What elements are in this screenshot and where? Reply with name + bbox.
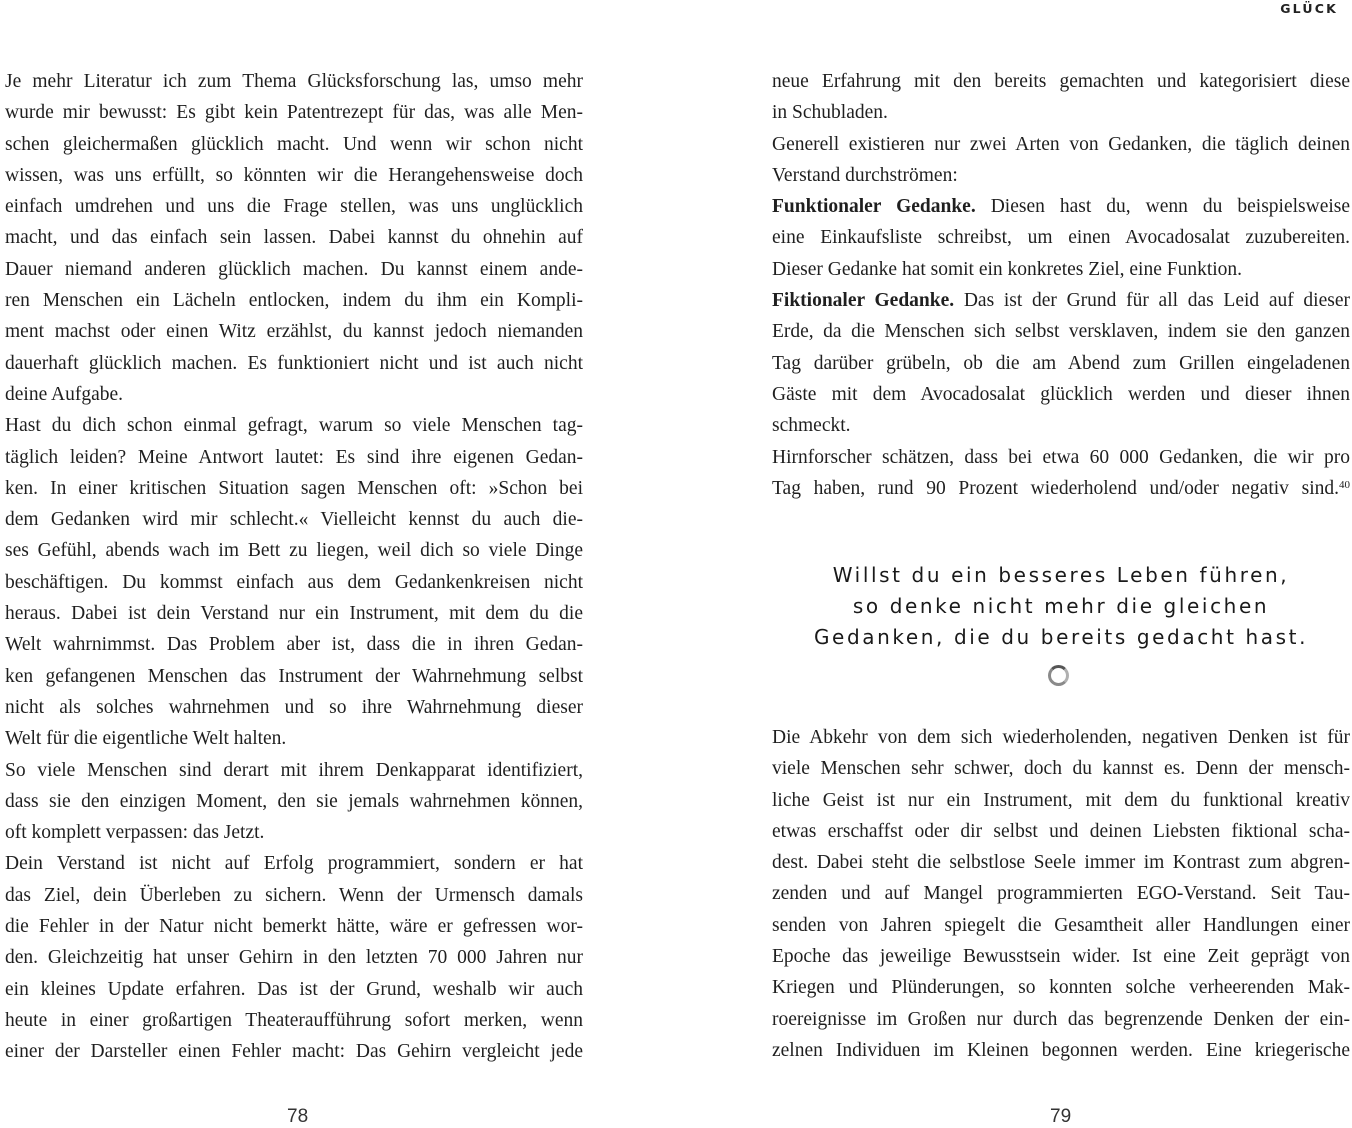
- text-line: Hast du dich schon einmal gefragt, warum so viele Menschen tag-: [5, 415, 583, 437]
- text-line: Kriegen und Plünderungen, so konnten solche verheerenden Mak-: [772, 977, 1350, 999]
- text-line: deine Aufgabe.: [5, 383, 124, 405]
- text-line: wissen, was uns erfüllt, so könnten wir die Herangehensweise doch: [5, 164, 583, 186]
- text-line: heute in einer großartigen Theateraufführung sofort merken, wenn: [5, 1009, 583, 1031]
- text-line: Gäste mit dem Avocadosalat glücklich werden und dieser ihnen: [772, 383, 1350, 405]
- research-line-with-footnote: [772, 473, 1350, 504]
- definition-fictional: [772, 285, 1350, 316]
- text-line: die Fehler in der Natur nicht bemerkt hätte, wäre er gefressen wor-: [5, 916, 583, 938]
- text-line: Tag darüber grübeln, ob die am Abend zum Grillen eingeladenen: [772, 352, 1350, 374]
- text-line: ken gefangenen Menschen das Instrument der Wahrnehmung selbst: [5, 665, 583, 687]
- text-line: dauerhaft glücklich machen. Es funktioniert nicht und ist auch nicht: [5, 352, 583, 374]
- text-line: oft komplett verpassen: das Jetzt.: [5, 822, 265, 844]
- pull-quote: [772, 560, 1350, 653]
- text-span: Diesen hast du, wenn du beispielsweise: [990, 196, 1351, 218]
- text-line: Dieser Gedanke hat somit ein konkretes Ziel, eine Funktion.: [772, 258, 1243, 280]
- page-number-left: 78: [287, 1106, 309, 1127]
- text-line: Dein Verstand ist nicht auf Erfolg programmiert, sondern er hat: [5, 853, 583, 875]
- text-line: nicht als solches wahrnehmen und so ihre Wahrnehmung dieser: [5, 696, 583, 718]
- text-line: dest. Dabei steht die selbstlose Seele immer im Kontrast zum abgren-: [772, 852, 1350, 874]
- text-line: einer der Darsteller einen Fehler macht: Das Gehirn vergleicht jede: [5, 1041, 583, 1063]
- text-line: senden von Jahren spiegelt die Gesamtheit aller Handlungen einer: [772, 914, 1350, 936]
- page-number-right: 79: [1050, 1106, 1072, 1127]
- text-line: schen gleichermaßen glücklich macht. Und wenn wir schon nicht: [5, 133, 583, 155]
- text-line: zenden und auf Mangel programmierten EGO-Verstand. Seit Tau-: [772, 883, 1350, 905]
- text-line: Dauer niemand anderen glücklich machen. Du kannst einem ande-: [5, 258, 583, 280]
- text-line: Welt für die eigentliche Welt halten.: [5, 728, 287, 750]
- definition-functional: [772, 191, 1350, 222]
- right-page-body-top: [772, 66, 1350, 504]
- circle-ornament-icon: [1048, 665, 1069, 686]
- text-line: zelnen Individuen im Kleinen begonnen werden. Eine kriegerische: [772, 1039, 1350, 1061]
- text-line: ken. In einer kritischen Situation sagen Menschen oft: »Schon bei: [5, 477, 583, 499]
- quote-line: Willst du ein besseres Leben führen,: [832, 563, 1290, 587]
- text-line: heraus. Dabei ist dein Verstand nur ein Instrument, mit dem du die: [5, 603, 583, 625]
- text-line: ren Menschen ein Lächeln entlocken, indem du ihm ein Kompli-: [5, 290, 583, 312]
- text-line: Epoche das jeweilige Bewusstsein wider. Ist eine Zeit geprägt von: [772, 946, 1350, 968]
- quote-line: so denke nicht mehr die gleichen: [852, 594, 1270, 618]
- left-page-body: [5, 66, 583, 1068]
- text-line: einfach umdrehen und uns die Frage stellen, was uns unglücklich: [5, 196, 583, 218]
- text-line: macht, und das einfach sein lassen. Dabei kannst du ohnehin auf: [5, 227, 583, 249]
- text-line: dass sie den einzigen Moment, den sie jemals wahrnehmen können,: [5, 790, 583, 812]
- text-span: Das ist der Grund für all das Leid auf dieser: [963, 290, 1350, 312]
- text-line: das Ziel, dein Überleben zu sichern. Wenn der Urmensch damals: [5, 884, 583, 906]
- text-line: Welt wahrnimmst. Das Problem aber ist, dass die in ihren Gedan-: [5, 634, 583, 656]
- text-line: liche Geist ist nur ein Instrument, mit dem du funktional kreativ: [772, 789, 1350, 811]
- text-line: täglich leiden? Meine Antwort lautet: Es sind ihre eigenen Gedan-: [5, 446, 583, 468]
- text-line: beschäftigen. Du kommst einfach aus dem Gedankenkreisen nicht: [5, 571, 583, 593]
- text-line: Generell existieren nur zwei Arten von Gedanken, die täglich deinen: [772, 133, 1350, 155]
- text-line: Erde, da die Menschen sich selbst versklaven, indem sie den ganzen: [772, 321, 1350, 343]
- term-fictional: Fiktionaler Gedanke.: [772, 290, 955, 312]
- text-line: wurde mir bewusst: Es gibt kein Patentrezept für das, was alle Men-: [5, 102, 583, 124]
- term-functional: Funktionaler Gedanke.: [772, 196, 976, 218]
- text-line: Hirnforscher schätzen, dass bei etwa 60 000 Gedanken, die wir pro: [772, 446, 1350, 468]
- footnote-reference: 40: [1339, 478, 1350, 491]
- text-line: viele Menschen sehr schwer, doch du kannst es. Denn der mensch-: [772, 758, 1350, 780]
- text-line: Je mehr Literatur ich zum Thema Glücksforschung las, umso mehr: [5, 71, 583, 92]
- text-line: So viele Menschen sind derart mit ihrem Denkapparat identifiziert,: [5, 759, 583, 781]
- text-line: ses Gefühl, abends wach im Bett zu liegen, weil dich so viele Dinge: [5, 540, 583, 562]
- right-page-body-bottom: [772, 722, 1350, 1066]
- text-line: ein kleines Update erfahren. Das ist der Grund, weshalb wir auch: [5, 978, 583, 1000]
- text-line: in Schubladen.: [772, 102, 888, 124]
- text-line: Verstand durchströmen:: [772, 164, 958, 186]
- text-line: eine Einkaufsliste schreibst, um einen Avocadosalat zuzubereiten.: [772, 227, 1350, 249]
- quote-line: Gedanken, die du bereits gedacht hast.: [813, 625, 1309, 649]
- text-line: etwas erschaffst oder dir selbst und deinen Liebsten fiktional scha-: [772, 820, 1350, 842]
- text-span: Tag haben, rund 90 Prozent wiederholend und/oder negativ sind.: [772, 477, 1339, 499]
- text-line: roereignisse im Großen nur durch das begrenzende Denken der ein-: [772, 1008, 1350, 1030]
- running-head-title: GLÜCK: [1280, 1, 1338, 16]
- text-line: neue Erfahrung mit den bereits gemachten und kategorisiert diese: [772, 71, 1350, 92]
- text-line: den. Gleichzeitig hat unser Gehirn in den letzten 70 000 Jahren nur: [5, 947, 583, 969]
- text-line: schmeckt.: [772, 415, 851, 437]
- text-line: dem Gedanken wird mir schlecht.« Vielleicht kennst du auch die-: [5, 509, 583, 531]
- text-line: ment machst oder einen Witz erzählst, du kannst jedoch niemanden: [5, 321, 583, 343]
- text-line: Die Abkehr von dem sich wiederholenden, negativen Denken ist für: [772, 727, 1350, 748]
